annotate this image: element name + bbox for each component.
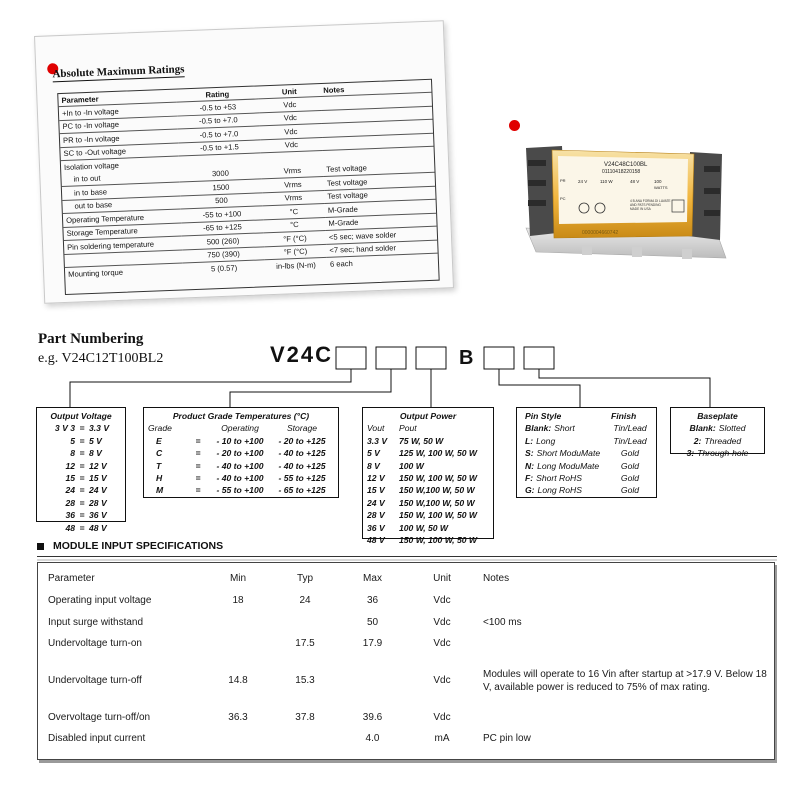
label-fine-print: AND PATS PENDING — [630, 203, 661, 207]
slot-baseplate — [524, 347, 554, 369]
pin-style-row — [521, 460, 652, 472]
abs-max-title: Absolute Maximum Ratings — [52, 63, 185, 81]
part-numbering-example: e.g. V24C12T100BL2 — [38, 351, 164, 366]
output-power-title: Output Power — [399, 411, 457, 421]
abs-cell-rating: 750 (390) — [182, 247, 264, 264]
abs-cell-parameter: in to out — [73, 173, 101, 184]
abs-cell-unit: Vdc — [259, 97, 321, 113]
pin-style-finish: Tin/Lead — [613, 435, 647, 446]
output-voltage-code: 8 — [70, 448, 75, 459]
label-model: V24C48C100BL — [604, 162, 648, 168]
spec-cell-notes — [483, 633, 768, 655]
grade-code: H — [156, 473, 163, 484]
abs-cell-notes: Test voltage — [326, 163, 368, 175]
abs-cell-unit: in-lbs (N-m) — [265, 258, 327, 273]
pin-style-entry — [521, 435, 611, 447]
input-spec-heading — [37, 540, 223, 552]
abs-max-table-frame — [57, 79, 439, 295]
output-voltage-value: 3.3 V — [89, 423, 110, 434]
output-voltage-eq: = — [79, 448, 85, 459]
grade-storage: - 65 to +125 — [278, 485, 326, 496]
spec-table-row — [48, 655, 768, 707]
output-voltage-eq: = — [79, 473, 85, 484]
label-watts-unit: WATTS — [654, 185, 668, 190]
spec-table-row — [48, 633, 768, 655]
grade-operating: - 20 to +100 — [216, 448, 264, 459]
abs-cell-parameter: in to base — [62, 182, 180, 200]
output-power-vout: 48 V — [367, 535, 385, 546]
grade-storage: - 55 to +125 — [278, 473, 326, 484]
output-voltage-code: 24 — [65, 485, 75, 496]
label-out-voltage: 48 V — [630, 179, 640, 184]
baseplate-slot — [582, 245, 592, 255]
pin — [704, 210, 720, 216]
output-power-pout: 75 W, 50 W — [399, 435, 444, 446]
spec-cell-unit: Vdc — [433, 616, 451, 628]
output-voltage-code: 28 — [65, 497, 75, 508]
grade-row — [148, 447, 334, 459]
abs-cell-rating: -0.5 to +1.5 — [178, 140, 260, 157]
slot-pin-style — [484, 347, 514, 369]
abs-cell-unit: Vdc — [260, 137, 322, 153]
pin-style-code: Blank: — [525, 423, 552, 434]
output-power-vout: 36 V — [367, 522, 385, 533]
pin-style-code: G: — [525, 485, 535, 496]
pin-style-finish: Tin/Lead — [613, 423, 647, 434]
baseplate-slot — [682, 249, 692, 259]
output-power-pout: 125 W, 100 W, 50 W — [399, 448, 478, 459]
pin-style-entry — [521, 484, 611, 496]
label-barcode: 0000004660742 — [582, 230, 619, 236]
abs-cell-unit: °C — [263, 204, 325, 220]
output-voltage-code: 48 — [65, 522, 75, 533]
label-fine-print: MADE IN USA — [630, 207, 651, 211]
label-pr: PR — [560, 178, 566, 183]
abs-cell-rating: 1500 — [180, 179, 262, 196]
abs-cell-parameter: Mounting torque — [65, 263, 183, 281]
pin-style-name: Long ModuMate — [537, 460, 600, 471]
pin-style-name: Short ModuMate — [536, 448, 601, 459]
output-power-row — [367, 472, 489, 484]
baseplate-code: 3: — [686, 448, 695, 459]
output-power-vout: 12 V — [367, 473, 385, 484]
part-numbering-title: Part Numbering — [38, 331, 144, 347]
output-voltage-eq: = — [79, 423, 85, 434]
abs-col-parameter: Parameter — [61, 94, 99, 105]
output-voltage-code: 3 V 3 — [54, 423, 75, 434]
pin — [704, 166, 720, 172]
pin — [528, 180, 546, 186]
spec-cell-max — [344, 655, 401, 707]
pin — [704, 188, 720, 194]
spec-table-row — [48, 707, 768, 729]
output-voltage-eq: = — [79, 485, 85, 496]
label-serial: 01110418220158 — [602, 169, 641, 175]
output-power-pout: 150 W,100 W, 50 W — [399, 497, 475, 508]
output-voltage-box — [36, 407, 126, 533]
output-power-pout: 100 W, 50 W — [399, 522, 449, 533]
finish-title: Finish — [611, 411, 637, 421]
output-voltage-row — [41, 484, 121, 496]
spec-cell-min — [210, 728, 266, 750]
abs-cell-unit: Vdc — [260, 124, 322, 140]
grade-title: Product Grade Temperatures (°C) — [172, 411, 310, 421]
abs-cell-parameter: Pin soldering temperature — [64, 236, 182, 254]
pin-style-title: Pin Style — [525, 411, 562, 421]
grade-eq: = — [195, 448, 201, 459]
output-power-row — [367, 497, 489, 509]
grade-operating: - 40 to +100 — [216, 460, 264, 471]
output-voltage-row — [41, 497, 121, 509]
output-voltage-row — [41, 472, 121, 484]
output-voltage-eq: = — [79, 497, 85, 508]
abs-cell-rating: -65 to +125 — [181, 220, 263, 237]
pin-style-code: N: — [525, 460, 535, 471]
spec-col-notes: Notes — [483, 573, 510, 584]
abs-cell-notes: Test voltage — [324, 173, 435, 191]
pin-style-entry — [521, 447, 611, 459]
spec-cell-typ: 17.5 — [295, 638, 315, 650]
output-voltage-row — [41, 422, 121, 434]
abs-cell-rating: -0.5 to +7.0 — [177, 113, 259, 130]
label-pc: PC — [560, 196, 566, 201]
abs-cell-notes: <7 sec; hand solder — [326, 240, 437, 258]
output-power-row — [367, 484, 489, 496]
pin-style-code: L: — [525, 435, 534, 446]
output-power-vout: 15 V — [367, 485, 385, 496]
output-power-pout: 150 W, 100 W, 50 W — [399, 473, 478, 484]
output-power-row — [367, 534, 489, 546]
grade-operating: - 40 to +100 — [216, 473, 264, 484]
grade-header-operating: Operating — [221, 423, 259, 434]
baseplate-name: Slotted — [718, 423, 746, 434]
pin-style-box — [516, 407, 657, 498]
pin-style-row — [521, 435, 652, 447]
spec-col-parameter: Parameter — [48, 573, 95, 584]
baseplate-row — [675, 435, 760, 447]
pin-style-code: S: — [525, 448, 534, 459]
spec-cell-max: 4.0 — [365, 733, 380, 745]
pin-style-finish: Gold — [620, 448, 640, 459]
output-power-pout: 100 W — [399, 460, 424, 471]
pin-style-finish: Gold — [620, 473, 640, 484]
grade-row — [148, 472, 334, 484]
grade-row — [148, 484, 334, 496]
spec-cell-min: 14.8 — [228, 675, 248, 686]
abs-cell-unit: °F (°C) — [264, 244, 326, 260]
output-voltage-title: Output Voltage — [50, 411, 112, 421]
grade-header-grade: Grade — [148, 423, 172, 434]
spec-cell-unit: Vdc — [433, 675, 451, 686]
spec-cell-notes: <100 ms — [483, 616, 522, 628]
abs-cell-unit: °F (°C) — [264, 231, 326, 247]
pin-style-row — [521, 484, 652, 496]
output-voltage-row — [41, 522, 121, 534]
abs-cell-notes: Test voltage — [324, 186, 435, 204]
spec-cell-parameter: Undervoltage turn-off — [48, 675, 142, 686]
grade-eq: = — [195, 460, 201, 471]
spec-cell-min — [210, 612, 266, 634]
label-watts-left: 110 W — [600, 179, 613, 184]
output-voltage-eq: = — [79, 435, 85, 446]
spec-cell-parameter: Disabled input current — [48, 733, 146, 745]
abs-cell-parameter: Operating Temperature — [63, 209, 181, 227]
connector-baseplate — [539, 369, 710, 407]
baseplate-code: 2: — [693, 435, 702, 446]
abs-cell-rating: 3000 — [211, 169, 230, 179]
abs-col-notes: Notes — [323, 85, 345, 95]
pin-style-row — [521, 447, 652, 459]
abs-cell-parameter: PR to -In voltage — [60, 130, 178, 148]
output-power-vout: 28 V — [367, 510, 385, 521]
spec-col-max: Max — [363, 573, 382, 584]
part-number-diagram — [0, 330, 800, 410]
slot-output-power — [416, 347, 446, 369]
spec-cell-typ — [266, 612, 344, 634]
abs-cell-parameter: out to base — [62, 196, 180, 214]
baseplate-name: Threaded — [704, 435, 742, 446]
abs-cell-rating: -0.5 to +53 — [177, 99, 259, 116]
part-prefix: V24C — [270, 342, 334, 367]
abs-cell-parameter: Isolation voltage — [61, 156, 179, 174]
output-power-row — [367, 460, 489, 472]
grade-code: M — [156, 485, 164, 496]
output-voltage-value: 8 V — [89, 448, 102, 459]
output-voltage-row — [41, 435, 121, 447]
pin-style-entry — [521, 460, 611, 472]
output-voltage-eq: = — [79, 460, 85, 471]
output-voltage-value: 12 V — [89, 460, 107, 471]
output-power-vout: 5 V — [367, 448, 380, 459]
grade-header-storage: Storage — [286, 423, 318, 434]
grade-code: E — [156, 435, 162, 446]
output-power-vout: 3.3 V — [367, 435, 388, 446]
baseplate-code: Blank: — [689, 423, 716, 434]
pin-style-code: F: — [525, 473, 534, 484]
output-power-vout: 24 V — [367, 497, 385, 508]
output-voltage-eq: = — [79, 510, 85, 521]
grade-operating: - 55 to +100 — [216, 485, 264, 496]
output-voltage-row — [41, 447, 121, 459]
spec-cell-min — [210, 633, 266, 655]
connector-output-voltage — [70, 369, 351, 407]
grade-box — [143, 407, 339, 498]
output-power-row — [367, 447, 489, 459]
abs-cell-parameter: SC to -Out voltage — [60, 143, 178, 161]
pin — [528, 160, 546, 166]
part-b-char: B — [459, 347, 474, 369]
abs-cell-notes: M-Grade — [325, 200, 436, 218]
output-voltage-value: 36 V — [89, 510, 107, 521]
abs-cell-parameter: Storage Temperature — [63, 223, 181, 241]
spec-cell-max: 39.6 — [362, 711, 383, 723]
abs-cell-rating: 500 — [180, 193, 262, 210]
spec-cell-typ: 24 — [299, 595, 311, 607]
output-voltage-row — [41, 460, 121, 472]
spec-cell-notes: Modules will operate to 16 Vin after startup at >17.9 V. Below 18 V, available power is reduced to 75% of max rating. — [483, 668, 767, 693]
spec-table-row — [48, 728, 768, 750]
power-header-pout: Pout — [399, 423, 417, 434]
abs-cell-parameter: PC to -In voltage — [59, 116, 177, 134]
grade-storage: - 40 to +125 — [278, 460, 326, 471]
output-power-row — [367, 435, 489, 447]
abs-cell-unit: Vrms — [262, 190, 324, 206]
spec-cell-parameter: Input surge withstand — [48, 616, 144, 628]
abs-cell-unit: Vrms — [283, 166, 302, 176]
spec-cell-max: 50 — [366, 616, 379, 628]
output-power-pout: 150 W,100 W, 50 W — [399, 485, 475, 496]
abs-cell-notes: <5 sec; wave solder — [326, 227, 437, 245]
pin-style-entry — [521, 422, 611, 434]
output-voltage-value: 15 V — [89, 473, 107, 484]
input-spec-title: MODULE INPUT SPECIFICATIONS — [53, 540, 224, 552]
spec-cell-parameter: Operating input voltage — [48, 595, 152, 607]
spec-cell-notes: PC pin low — [483, 733, 531, 745]
input-spec-table — [48, 567, 768, 750]
spec-cell-unit: Vdc — [433, 638, 451, 650]
spec-table-row — [48, 590, 768, 612]
baseplate-row — [675, 422, 760, 434]
grade-code: C — [156, 448, 163, 459]
output-voltage-code: 5 — [70, 435, 75, 446]
spec-cell-notes — [483, 590, 768, 612]
spec-col-unit: Unit — [433, 573, 451, 584]
grade-code: T — [156, 460, 162, 471]
abs-cell-unit: Vrms — [262, 177, 324, 193]
heading-rule-shadow — [37, 559, 777, 561]
spec-col-typ: Typ — [296, 573, 314, 584]
output-voltage-value: 5 V — [89, 435, 102, 446]
spec-col-min: Min — [229, 573, 247, 584]
spec-cell-typ — [266, 728, 344, 750]
spec-table-row — [48, 612, 768, 634]
red-marker-dot — [509, 120, 520, 131]
pin-style-finish: Gold — [620, 460, 640, 471]
grade-eq: = — [195, 435, 201, 446]
pin-style-row — [521, 422, 652, 434]
pin-style-name: Long — [536, 435, 556, 446]
pin-style-finish: Gold — [620, 485, 640, 496]
spec-cell-typ: 37.8 — [295, 711, 315, 723]
heading-rule — [37, 556, 777, 557]
grade-storage: - 20 to +125 — [278, 435, 326, 446]
spec-cell-notes — [483, 707, 768, 729]
output-power-vout: 8 V — [367, 460, 380, 471]
abs-cell-notes: 6 each — [327, 253, 438, 270]
abs-col-rating: Rating — [205, 89, 230, 100]
label-watts-right: 100 — [654, 179, 662, 184]
output-voltage-value: 28 V — [89, 497, 107, 508]
dc-dc-module-photo — [522, 140, 742, 265]
output-voltage-value: 24 V — [89, 485, 107, 496]
grade-operating: - 10 to +100 — [216, 435, 264, 446]
baseplate-title: Baseplate — [697, 411, 738, 421]
spec-cell-unit: mA — [434, 733, 450, 745]
connector-lines — [70, 369, 710, 407]
spec-cell-max: 17.9 — [362, 638, 383, 650]
abs-cell-rating: 5 (0.57) — [183, 260, 265, 276]
abs-cell-notes: M-Grade — [325, 213, 436, 231]
output-power-box — [362, 407, 494, 546]
grade-eq: = — [195, 473, 201, 484]
spec-cell-min: 36.3 — [228, 711, 248, 723]
power-header-vout: Vout — [367, 423, 385, 434]
heading-square-icon — [37, 543, 44, 550]
pin-style-name: Short — [554, 423, 575, 434]
pin-style-row — [521, 472, 652, 484]
abs-cell-parameter: +In to -In voltage — [59, 103, 177, 121]
spec-cell-parameter: Undervoltage turn-on — [48, 638, 142, 650]
label-in-voltage: 24 V — [578, 179, 588, 184]
absolute-max-ratings-card — [34, 20, 454, 304]
spec-cell-unit: Vdc — [433, 711, 451, 723]
grade-row — [148, 435, 334, 447]
output-power-pout: 150 W, 100 W, 50 W — [399, 535, 478, 546]
pin-style-name: Short RoHS — [536, 473, 582, 484]
spec-cell-unit: Vdc — [433, 595, 451, 607]
pin-style-entry — [521, 472, 611, 484]
pin-style-name: Long RoHS — [537, 485, 582, 496]
output-voltage-row — [41, 509, 121, 521]
output-power-row — [367, 522, 489, 534]
abs-col-unit: Unit — [281, 86, 297, 97]
spec-cell-max: 36 — [366, 595, 379, 607]
baseplate-box — [670, 407, 765, 459]
spec-cell-typ: 15.3 — [295, 675, 315, 686]
output-voltage-value: 48 V — [89, 522, 107, 533]
grade-eq: = — [195, 485, 201, 496]
slot-output-voltage — [336, 347, 366, 369]
output-voltage-code: 12 — [65, 460, 75, 471]
label-fine-print: 4 B ANA FORMA DI LAVATE — [630, 199, 671, 203]
grade-row — [148, 460, 334, 472]
abs-cell-unit: Vdc — [259, 111, 321, 127]
slot-grade — [376, 347, 406, 369]
grade-storage: - 40 to +125 — [278, 448, 326, 459]
abs-cell-rating: -0.5 to +7.0 — [178, 126, 260, 143]
output-voltage-code: 15 — [65, 473, 75, 484]
abs-max-table — [58, 80, 438, 281]
abs-cell-rating: -55 to +100 — [181, 206, 263, 223]
output-voltage-eq: = — [79, 522, 85, 533]
output-power-row — [367, 509, 489, 521]
baseplate-row — [675, 447, 760, 459]
spec-cell-parameter: Overvoltage turn-off/on — [48, 711, 151, 723]
abs-cell-unit: °C — [263, 217, 325, 233]
baseplate-name: Through-hole — [697, 448, 749, 459]
abs-cell-rating: 500 (260) — [182, 233, 264, 250]
output-power-pout: 150 W, 100 W, 50 W — [399, 510, 478, 521]
output-voltage-code: 36 — [65, 510, 75, 521]
connector-grade — [230, 369, 391, 407]
pin — [528, 200, 546, 206]
spec-cell-min: 18 — [232, 595, 244, 607]
baseplate-slot — [632, 247, 642, 257]
